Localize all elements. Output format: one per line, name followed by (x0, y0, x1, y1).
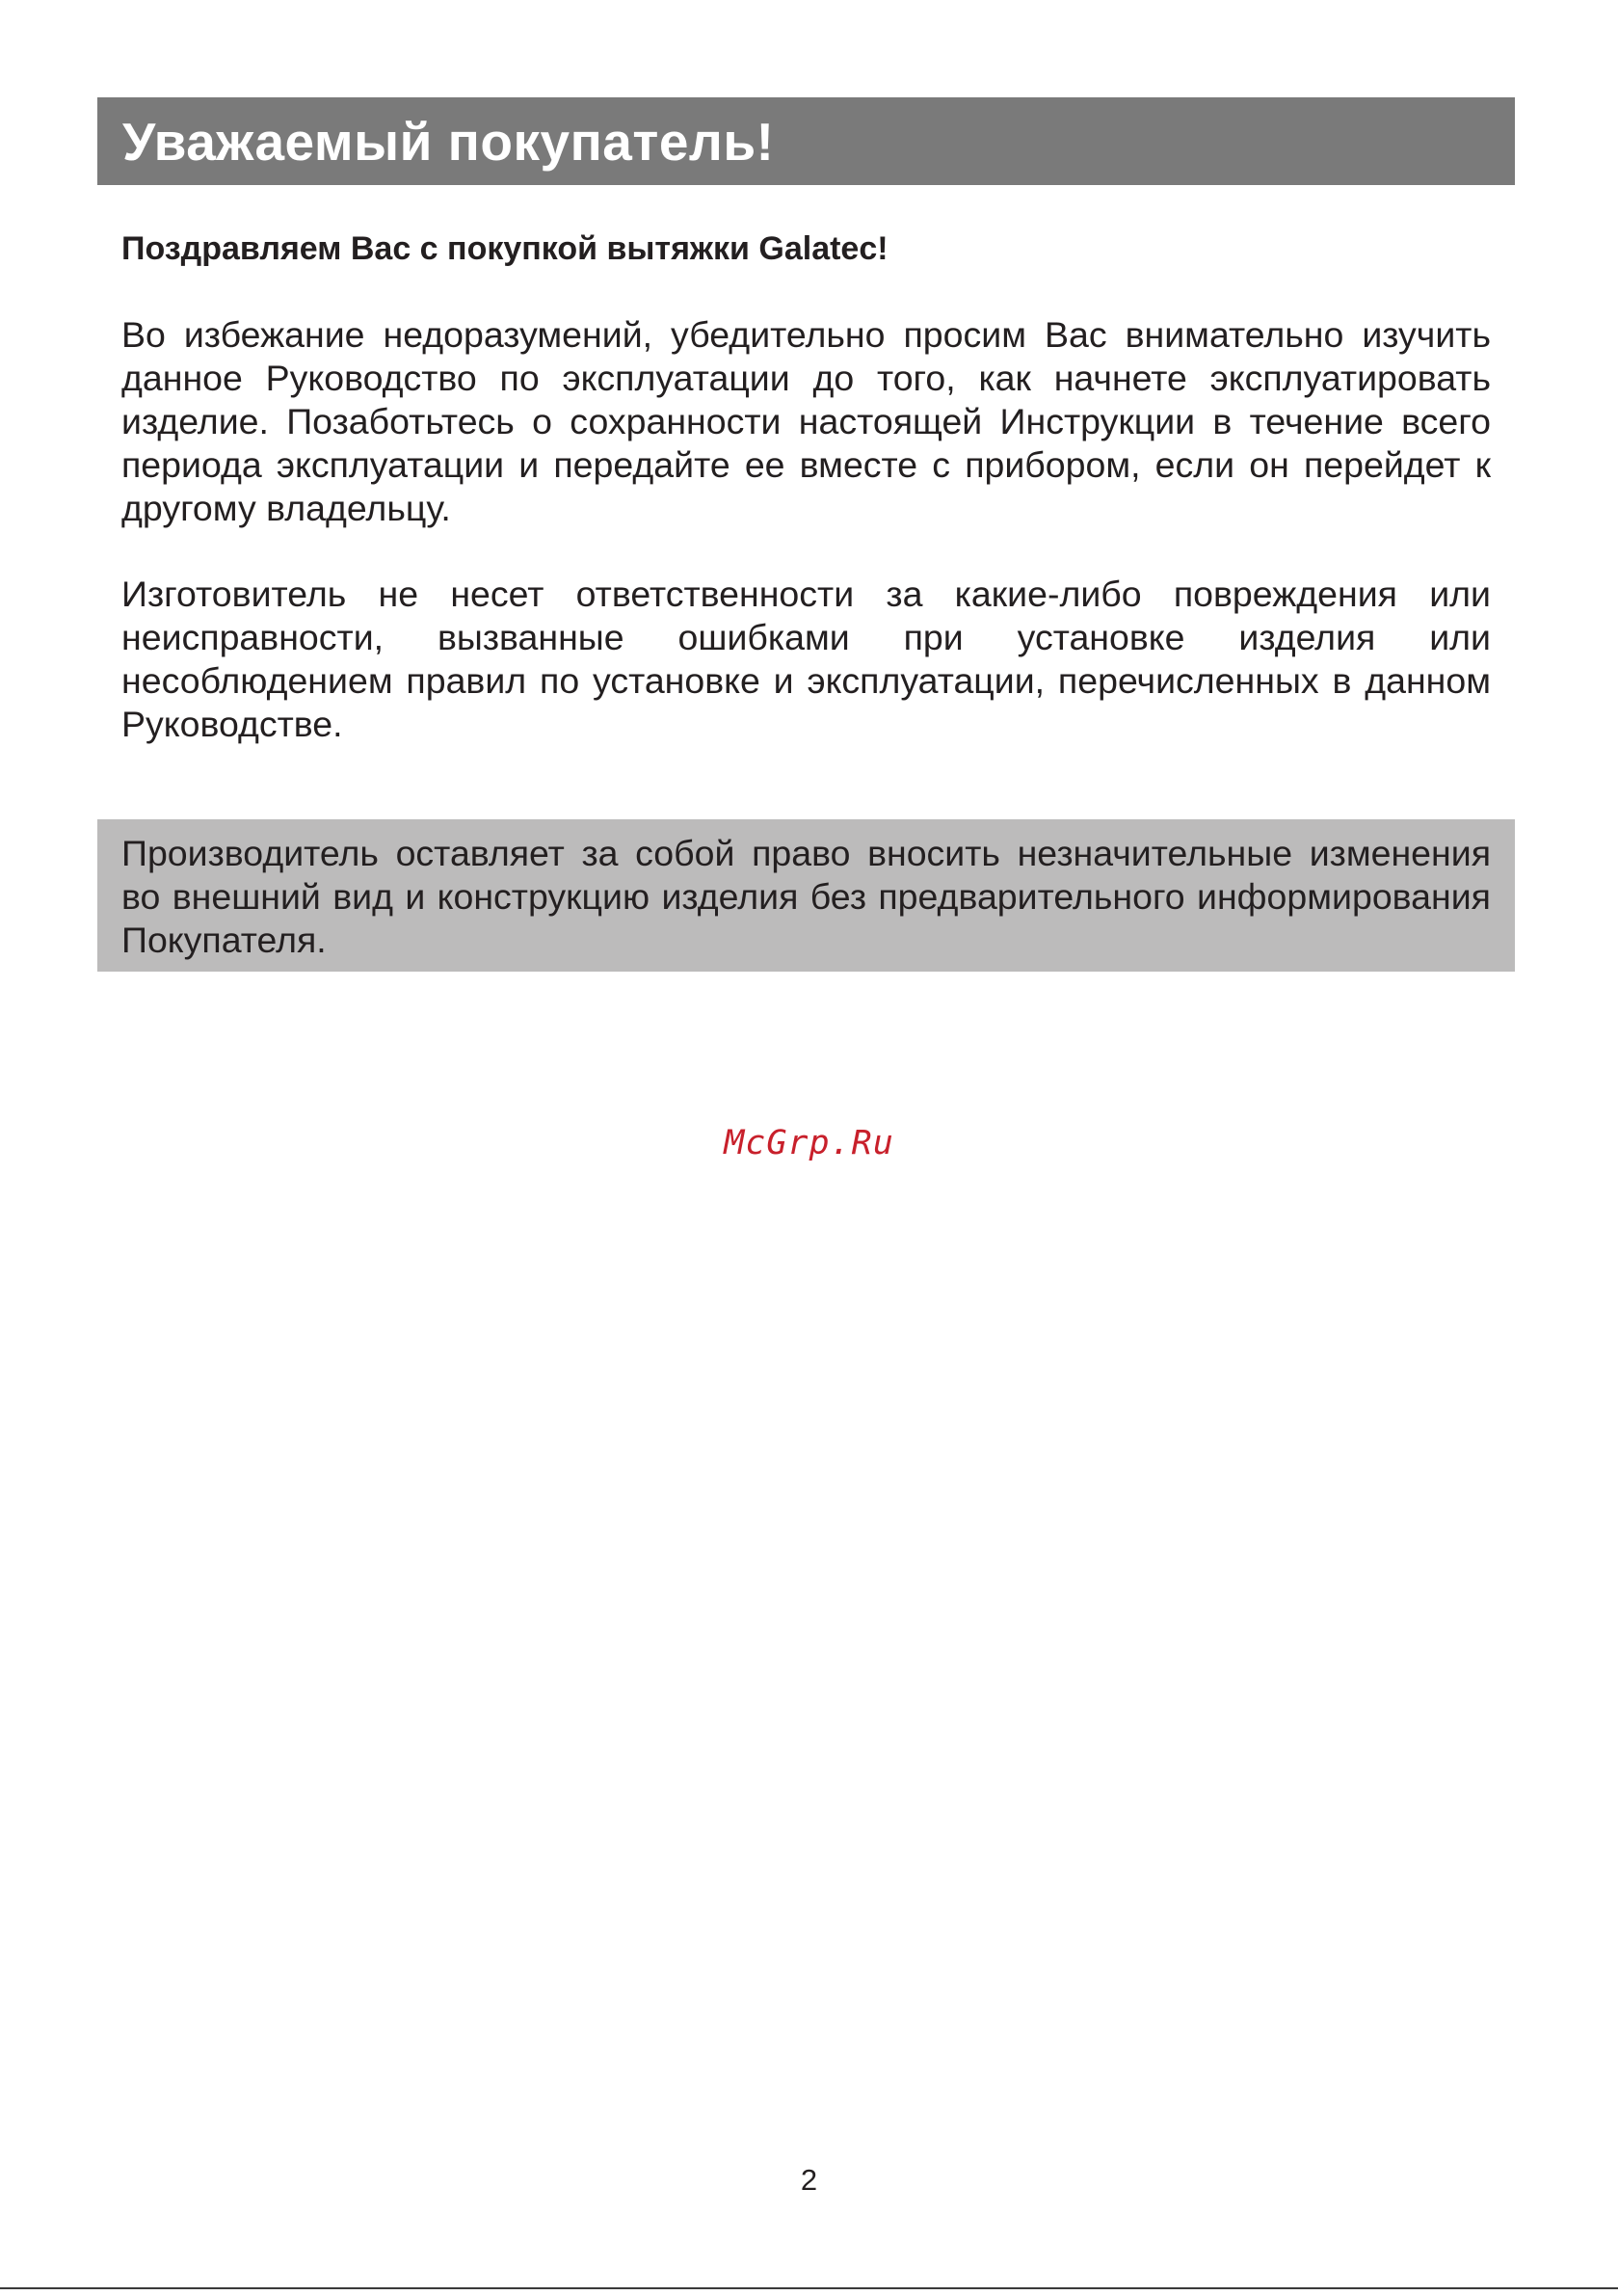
intro-paragraph: Во избежание недоразумений, убедительно просим Вас внимательно изучить данное Руководство по эксплуатации до того, как начнете эксплуатировать изделие. Позаботьтесь о сохранности настоящей Инструкции в течение всего периода эксплуатации и передайте ее вместе с прибором, если он перейдет к другому владельцу. (121, 314, 1491, 528)
page-title: Уважаемый покупатель! (122, 111, 775, 172)
greeting-heading: Поздравляем Вас с покупкой вытяжки Galatec! (121, 230, 889, 267)
notice-box (97, 819, 1515, 972)
watermark-link[interactable]: McGrp.Ru (724, 1124, 894, 1162)
page-number: 2 (800, 2163, 818, 2197)
header-bar (97, 97, 1515, 185)
bottom-rule (0, 2287, 1618, 2289)
notice-text: Производитель оставляет за собой право вносить незначительные изменения во внешний вид и конструкцию изделия без предварительного информирования Покупателя. (121, 833, 1491, 960)
liability-paragraph: Изготовитель не несет ответственности за какие-либо повреждения или неисправности, вызванные ошибками при установке изделия или несоблюдением правил по установке и эксплуатации, перечисленных в данном Руководстве. (121, 574, 1491, 744)
